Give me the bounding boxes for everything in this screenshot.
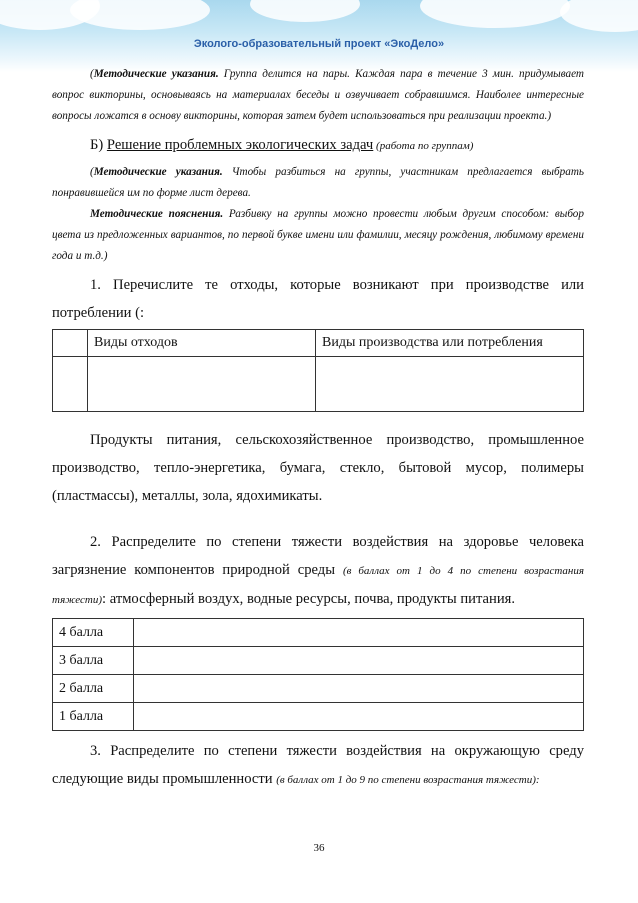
question-2 [52, 528, 584, 614]
instructions-paragraph: (Методические указания. Чтобы разбиться на группы, участникам предлагается выбрать понравившейся им по форме лист дерева. [52, 166, 584, 199]
instructions-text: Чтобы разбиться на группы, участникам предлагается выбрать понравившейся им по форме лист дерева. [52, 166, 584, 199]
question-2-text-end: : атмосферный воздух, водные ресурсы, почва, продукты питания. [102, 591, 515, 607]
page-number: 36 [313, 842, 325, 854]
section-prefix: Б) [90, 137, 107, 153]
table-cell[interactable] [88, 357, 316, 412]
explanation-label: Методические пояснения. [90, 208, 224, 220]
section-title: Решение проблемных экологических задач [106, 137, 374, 153]
answer-paragraph: Продукты питания, сельскохозяйственное производство, промышленное производство, тепло-энергетика, бумага, стекло, бытовой мусор, полимеры (пластмассы), металлы, зола, ядохимикаты. [52, 432, 584, 504]
table-cell[interactable] [53, 357, 88, 412]
table-cell[interactable] [134, 619, 584, 647]
table-cell[interactable] [134, 703, 584, 731]
section-note: (работа по группам) [373, 140, 474, 152]
cloud-decoration [250, 0, 360, 22]
question-3-text: 3. Распределите по степени тяжести воздействия на окружающую среду следующие виды промышленности [52, 743, 584, 787]
question-3 [52, 737, 584, 794]
table-header-cell: Виды отходов [88, 330, 316, 357]
question-2-note: (в баллах от 1 до 4 по степени возрастания тяжести) [52, 565, 584, 606]
scores-table [52, 618, 584, 731]
instructions-paragraph: (Методические указания. Группа делится на пары. Каждая пара в течение 3 мин. придумывает вопрос викторины, основываясь на материалах беседы и озвучивает собравшимся. Наиболее интересные вопросы ложатся в основу викторины, которая затем будет использоваться при реализации проекта.) [52, 68, 584, 122]
waste-table [52, 329, 584, 412]
header-banner [0, 0, 638, 72]
instructions-label: Методические указания. [93, 68, 219, 80]
instructions-text: Группа делится на пары. Каждая пара в течение 3 мин. придумывает вопрос викторины, основываясь на материалах беседы и озвучивает собравшимся. Наиболее интересные вопросы ложатся в основу викторины, которая затем будет использоваться при реализации проекта.) [52, 68, 584, 122]
section-heading [52, 131, 584, 160]
question-1: 1. Перечислите те отходы, которые возникают при производстве или потреблении (: [52, 277, 584, 321]
question-2-text: 2. Распределите по степени тяжести воздействия на здоровье человека загрязнение компонентов природной среды [52, 534, 584, 578]
explanation-text: Разбивку на группы можно провести любым другим способом: выбор цвета из предложенных вариантов, по первой букве имени или фамилии, месяцу рождения, любимому времени года и т.д.) [52, 208, 584, 262]
table-header-row [53, 330, 584, 357]
cloud-decoration [560, 0, 638, 32]
table-row [53, 703, 584, 731]
score-label: 1 балла [53, 703, 134, 731]
table-header-cell [53, 330, 88, 357]
table-row [53, 357, 584, 412]
score-label: 2 балла [53, 675, 134, 703]
cloud-decoration [70, 0, 210, 30]
score-label: 3 балла [53, 647, 134, 675]
table-row [53, 619, 584, 647]
page-content [52, 64, 584, 794]
instructions-label: Методические указания. [93, 166, 223, 178]
table-cell[interactable] [134, 675, 584, 703]
explanation-paragraph [52, 204, 584, 267]
table-row [53, 647, 584, 675]
table-header-cell: Виды производства или потребления [316, 330, 584, 357]
table-cell[interactable] [316, 357, 584, 412]
question-3-note: (в баллах от 1 до 9 по степени возрастания тяжести): [276, 774, 540, 786]
cloud-decoration [420, 0, 570, 28]
header-title: Эколого-образовательный проект «ЭкоДело» [193, 38, 445, 50]
score-label: 4 балла [53, 619, 134, 647]
table-row [53, 675, 584, 703]
table-cell[interactable] [134, 647, 584, 675]
